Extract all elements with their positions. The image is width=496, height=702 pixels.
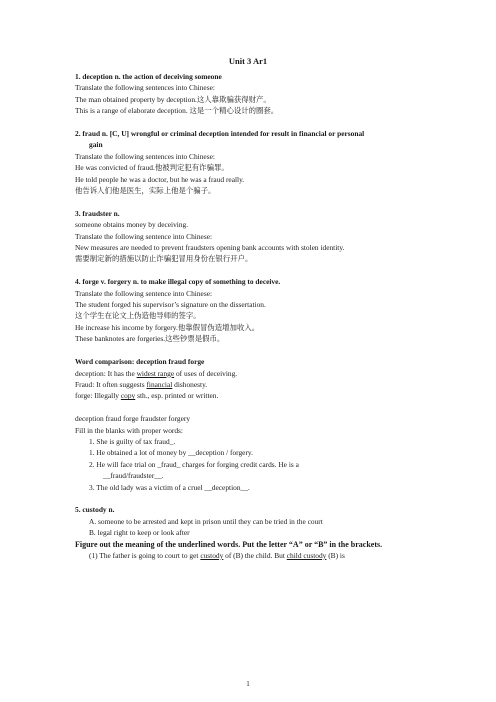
entry-fraudster-heading: 3. fraudster n. (75, 208, 120, 218)
fill-instruction: Fill in the blanks with proper words: (75, 425, 183, 435)
example-sentence: This is a range of elaborate deception. 这是一个精心设计的圈套。 (75, 106, 279, 116)
fill-item: 3. The old lady was a victim of a cruel __deception__. (89, 482, 250, 492)
fill-item: 1. She is guilty of tax fraud_. (89, 436, 176, 446)
instruction: Translate the following sentences into Chinese: (75, 83, 215, 93)
entry-custody-heading: 5. custody n. (75, 505, 115, 515)
example-sentence: These banknotes are forgeries.这些钞票是假币。 (75, 334, 225, 344)
entry-fraud-heading-cont: gain (89, 140, 103, 150)
example-sentence: He increase his income by forgery.他靠假冒伪造增加收入。 (75, 322, 260, 332)
word-comparison-heading: Word comparison: deception fraud forge (75, 357, 205, 367)
comparison-line-fraud: Fraud: It often suggests financial dishonesty. (75, 379, 208, 389)
page-number: 1 (246, 680, 250, 688)
definition: someone obtains money by deceiving. (75, 220, 189, 230)
question-1: (1) The father is going to court to get custody of (B) the child. But child custody (B) is (89, 550, 345, 560)
option-b: B. legal right to keep or look after (89, 528, 190, 538)
example-sentence: New measures are needed to prevent fraudsters opening bank accounts with stolen identity. (75, 243, 345, 253)
example-sentence: He was convicted of fraud.他被判定犯有诈骗罪。 (75, 163, 229, 173)
example-sentence: He told people he was a doctor, but he was a fraud really. (75, 174, 245, 184)
entry-fraud-heading: 2. fraud n. [C, U] wrongful or criminal deception intended for result in financial or personal (75, 129, 365, 139)
comparison-line-deception: deception: It has the widest range of uses of deceiving. (75, 368, 238, 378)
page-title: Unit 3 Ar1 (228, 56, 268, 66)
document-body (75, 71, 424, 561)
option-a: A. someone to be arrested and kept in prison until they can be tried in the court (89, 516, 323, 526)
fill-item-cont: __fraud/fraudster__. (103, 471, 164, 481)
example-translation: 这个学生在论文上伪造他导师的签字。 (75, 311, 201, 321)
fill-item: 2. He will face trial on _fraud_ charges for forging credit cards. He is a (89, 459, 299, 469)
fill-item: 1. He obtained a lot of money by __deception / forgery. (89, 448, 253, 458)
entry-forge-heading: 4. forge v. forgery n. to make illegal copy of something to deceive. (75, 277, 281, 287)
word-list: deception fraud forge fraudster forgery (75, 414, 191, 424)
instruction: Translate the following sentence into Chinese: (75, 288, 213, 298)
entry-deception-heading: 1. deception n. the action of deceiving someone (75, 72, 222, 81)
example-translation: 需要制定新的措施以防止诈骗犯冒用身份在银行开户。 (75, 254, 253, 264)
instruction: Translate the following sentence into Chinese: (75, 231, 213, 241)
task-instruction: Figure out the meaning of the underlined words. Put the letter “A” or “B” in the brackets. (75, 539, 383, 549)
example-sentence: The man obtained property by deception.这人靠欺骗获得财产。 (75, 94, 271, 104)
comparison-line-forge: forge: Illegally copy sth., esp. printed or written. (75, 391, 219, 401)
example-sentence: The student forged his supervisor’s signature on the dissertation. (75, 300, 266, 310)
instruction: Translate the following sentences into Chinese: (75, 151, 215, 161)
example-translation: 他告诉人们他是医生，实际上他是个骗子。 (75, 186, 216, 196)
